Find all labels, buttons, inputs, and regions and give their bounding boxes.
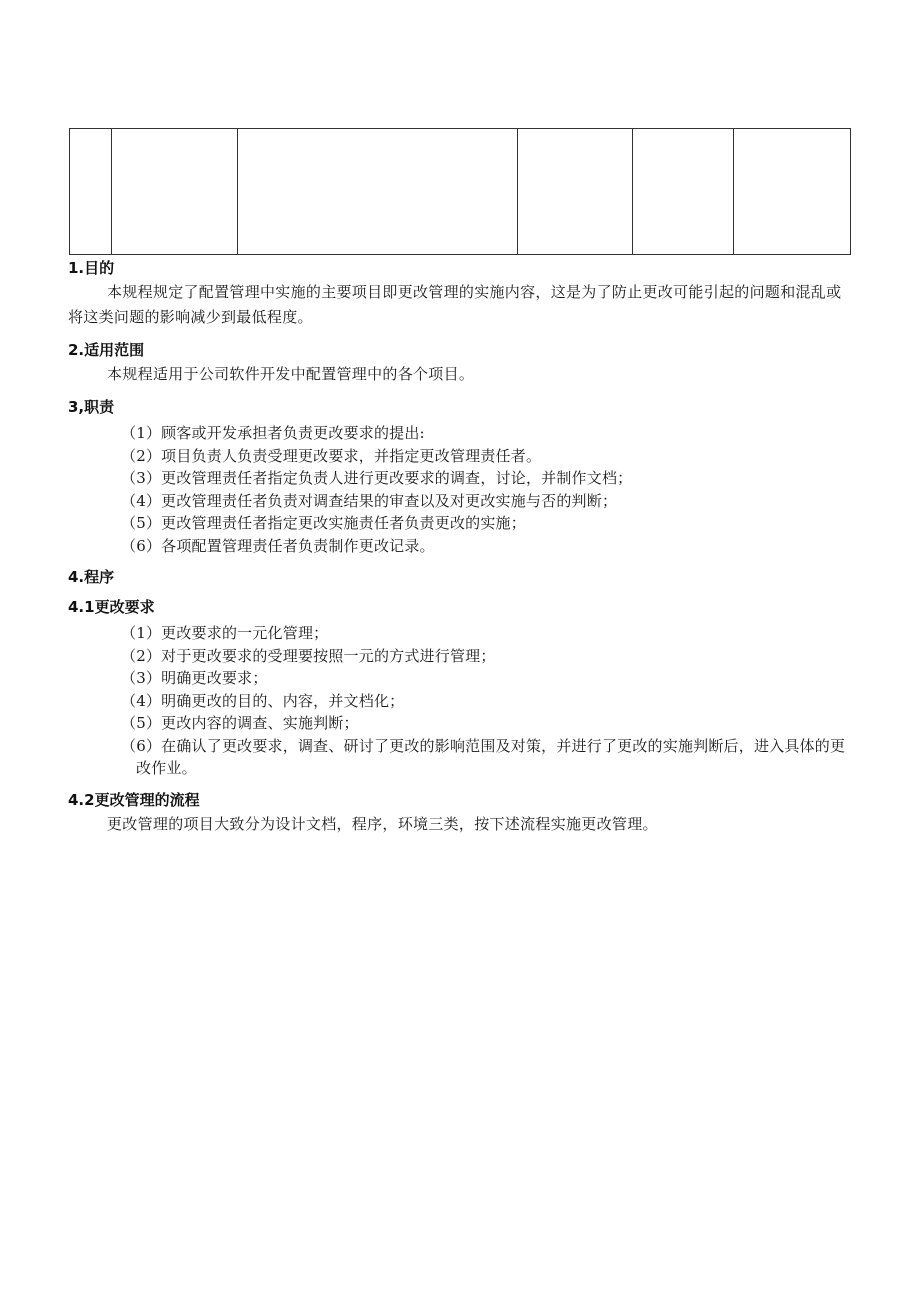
section-heading-change-request: 4.1更改要求 <box>68 598 155 616</box>
scope-paragraph: 本规程适用于公司软件开发中配置管理中的各个项目。 <box>107 365 475 383</box>
list-item: （4）更改管理责任者负责对调查结果的审查以及对更改实施与否的判断； <box>121 491 618 510</box>
header-cell <box>633 129 734 255</box>
header-cell <box>734 129 851 255</box>
header-cell <box>70 129 112 255</box>
change-flow-paragraph: 更改管理的项目大致分为设计文档，程序，环境三类，按下述流程实施更改管理。 <box>107 814 658 833</box>
header-cell <box>112 129 238 255</box>
header-cell <box>518 129 633 255</box>
list-item: （2）项目负责人负责受理更改要求，并指定更改管理责任者。 <box>121 446 542 465</box>
document-header-table <box>69 128 851 255</box>
section-heading-purpose: 1.目的 <box>68 259 115 277</box>
responsibilities-list <box>68 422 853 557</box>
section-heading-responsibilities: 3,职责 <box>68 398 115 416</box>
section-heading-scope: 2.适用范围 <box>68 341 145 359</box>
list-item: （5）更改内容的调查、实施判断； <box>121 714 359 732</box>
list-item: （6）在确认了更改要求，调查、研讨了更改的影响范围及对策，并进行了更改的实施判断后，进入具体的更改作业。 <box>121 736 846 777</box>
list-item: （6）各项配置管理责任者负责制作更改记录。 <box>121 536 435 555</box>
header-cell <box>238 129 518 255</box>
list-item: （4）明确更改的目的、内容，并文档化； <box>121 691 405 710</box>
document-body <box>68 258 853 837</box>
section-heading-procedure: 4.程序 <box>68 568 115 586</box>
purpose-paragraph: 本规程规定了配置管理中实施的主要项目即更改管理的实施内容，这是为了防止更改可能引起的问题和混乱或将这类问题的影响减少到最低程度。 <box>68 283 842 326</box>
change-request-list <box>68 622 853 780</box>
list-item: （3）明确更改要求； <box>121 669 268 687</box>
list-item: （5）更改管理责任者指定更改实施责任者负责更改的实施； <box>121 514 526 532</box>
section-heading-change-flow: 4.2更改管理的流程 <box>68 790 200 809</box>
list-item: （1）更改要求的一元化管理； <box>121 624 329 642</box>
header-table-row <box>70 129 851 255</box>
list-item: （2）对于更改要求的受理要按照一元的方式进行管理； <box>121 646 496 665</box>
list-item: （1）顾客或开发承担者负责更改要求的提出: <box>121 424 425 442</box>
list-item: （3）更改管理责任者指定负责人进行更改要求的调查，讨论，并制作文档； <box>121 469 633 487</box>
